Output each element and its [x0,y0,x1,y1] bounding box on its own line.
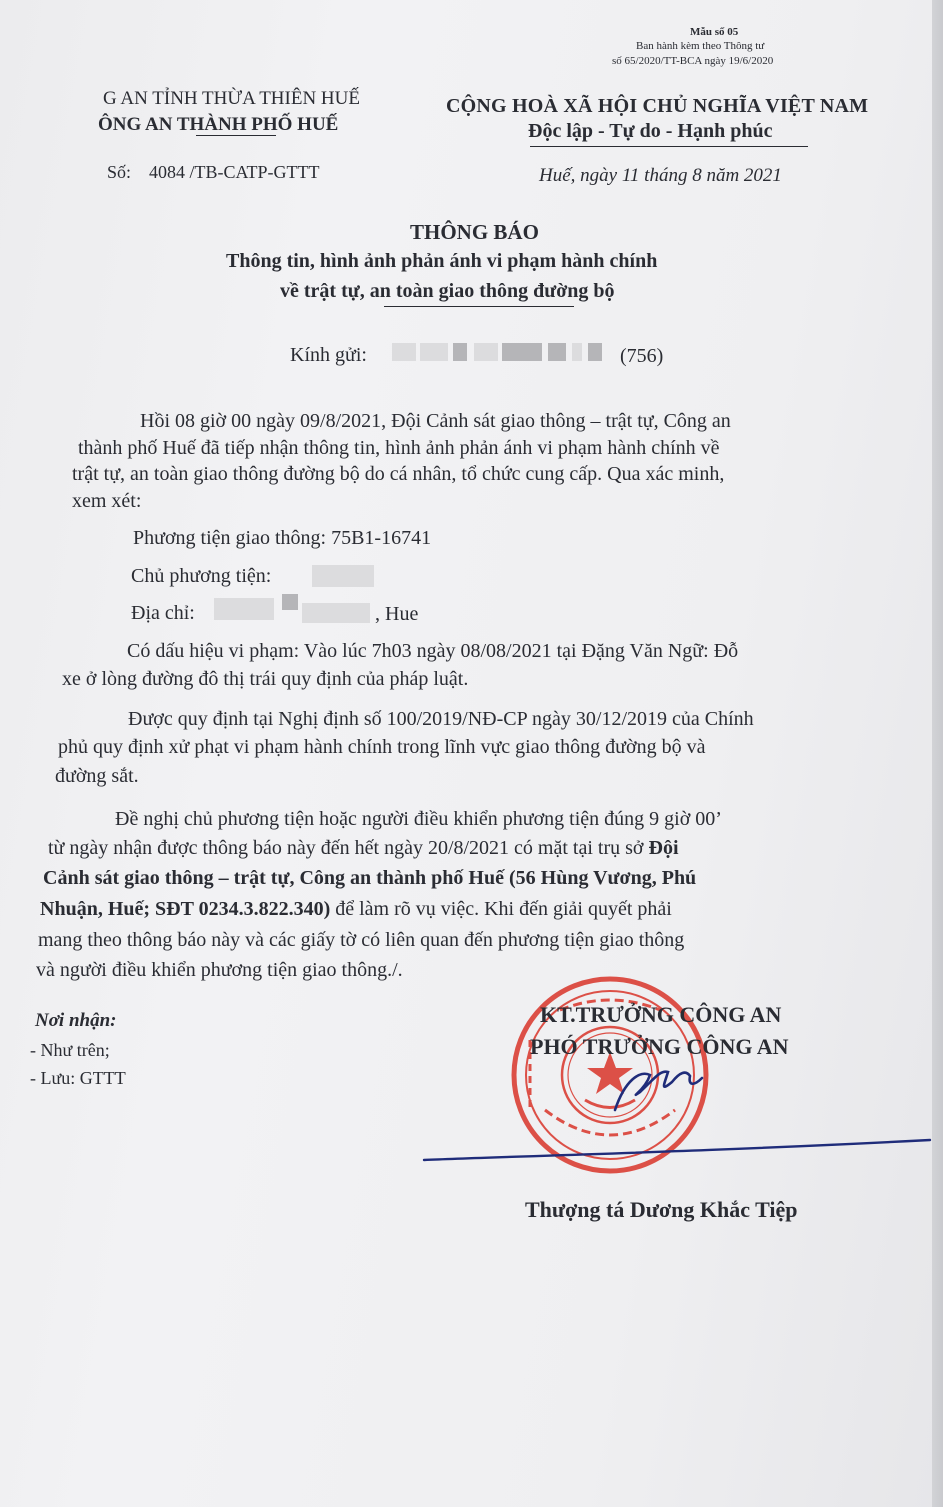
regulation-line-3: đường sắt. [55,765,139,787]
signature-title-1: KT.TRƯỞNG CÔNG AN [540,1002,782,1027]
recipients-title: Nơi nhận: [35,1010,117,1031]
form-issued-line-2: số 65/2020/TT-BCA ngày 19/6/2020 [612,55,774,67]
country-name: CỘNG HOÀ XÃ HỘI CHỦ NGHĨA VIỆT NAM [446,95,869,117]
address-city: , Hue [375,603,419,625]
recipient-item: - Lưu: GTTT [30,1068,126,1088]
form-number: Mẫu số 05 [690,26,739,38]
intro-line-3: trật tự, an toàn giao thông đường bộ do cá nhân, tổ chức cung cấp. Qua xác minh, [72,463,725,485]
document-number-value: 4084 /TB-CATP-GTTT [149,162,320,182]
owner-label: Chủ phương tiện: [131,565,272,587]
place-date: Huế, ngày 11 tháng 8 năm 2021 [539,165,782,186]
request-line-2-text: từ ngày nhận được thông báo này đến hết ngày 20/8/2021 có mặt tại trụ sở [48,837,649,859]
document-subtitle-1: Thông tin, hình ảnh phản ánh vi phạm hành chính [226,250,658,272]
agency-name: ÔNG AN THÀNH PHỐ HUẾ [98,114,339,135]
intro-line-1: Hồi 08 giờ 00 ngày 09/8/2021, Đội Cảnh sát giao thông – trật tự, Công an [140,410,731,432]
address-label: Địa chỉ: [131,602,195,624]
violation-line-2: xe ở lòng đường đô thị trái quy định của pháp luật. [62,668,469,690]
request-line-1: Đề nghị chủ phương tiện hoặc người điều khiển phương tiện đúng 9 giờ 00’ [115,808,722,830]
signature-title-2: PHÓ TRƯỞNG CÔNG AN [530,1034,789,1059]
addressee-label: Kính gửi: [290,344,367,366]
request-line-5: mang theo thông báo này và các giấy tờ có liên quan đến phương tiện giao thông [38,929,685,951]
vehicle-plate: Phương tiện giao thông: 75B1-16741 [133,527,432,549]
request-line-3: Cảnh sát giao thông – trật tự, Công an thành phố Huế (56 Hùng Vương, Phú [43,867,697,889]
request-line-2-bold: Đội [648,837,679,859]
document-title: THÔNG BÁO [410,220,539,244]
addressee-code: (756) [620,345,664,367]
regulation-line-2: phủ quy định xử phạt vi phạm hành chính trong lĩnh vực giao thông đường bộ và [58,736,706,758]
request-line-4-bold: Nhuận, Huế; SĐT 0234.3.822.340) [40,898,331,920]
signer-name: Thượng tá Dương Khắc Tiệp [525,1197,798,1222]
intro-line-4: xem xét: [72,490,142,512]
form-issued-line-1: Ban hành kèm theo Thông tư [636,40,765,52]
intro-line-2: thành phố Huế đã tiếp nhận thông tin, hình ảnh phản ánh vi phạm hành chính về [78,437,720,459]
recipient-item: - Như trên; [30,1040,110,1060]
national-motto: Độc lập - Tự do - Hạnh phúc [528,120,773,142]
agency-parent: G AN TỈNH THỪA THIÊN HUẾ [103,88,360,109]
violation-line-1: Có dấu hiệu vi phạm: Vào lúc 7h03 ngày 08/08/2021 tại Đặng Văn Ngữ: Đỗ [127,640,739,662]
regulation-line-1: Được quy định tại Nghị định số 100/2019/NĐ-CP ngày 30/12/2019 của Chính [128,708,754,730]
request-line-6: và người điều khiển phương tiện giao thông./. [36,959,403,981]
page-edge-shadow [932,0,943,1507]
request-line-4-text: để làm rõ vụ việc. Khi đến giải quyết phải [330,898,672,920]
document-number-label: Số: [107,162,132,182]
document-subtitle-2: về trật tự, an toàn giao thông đường bộ [280,280,615,302]
